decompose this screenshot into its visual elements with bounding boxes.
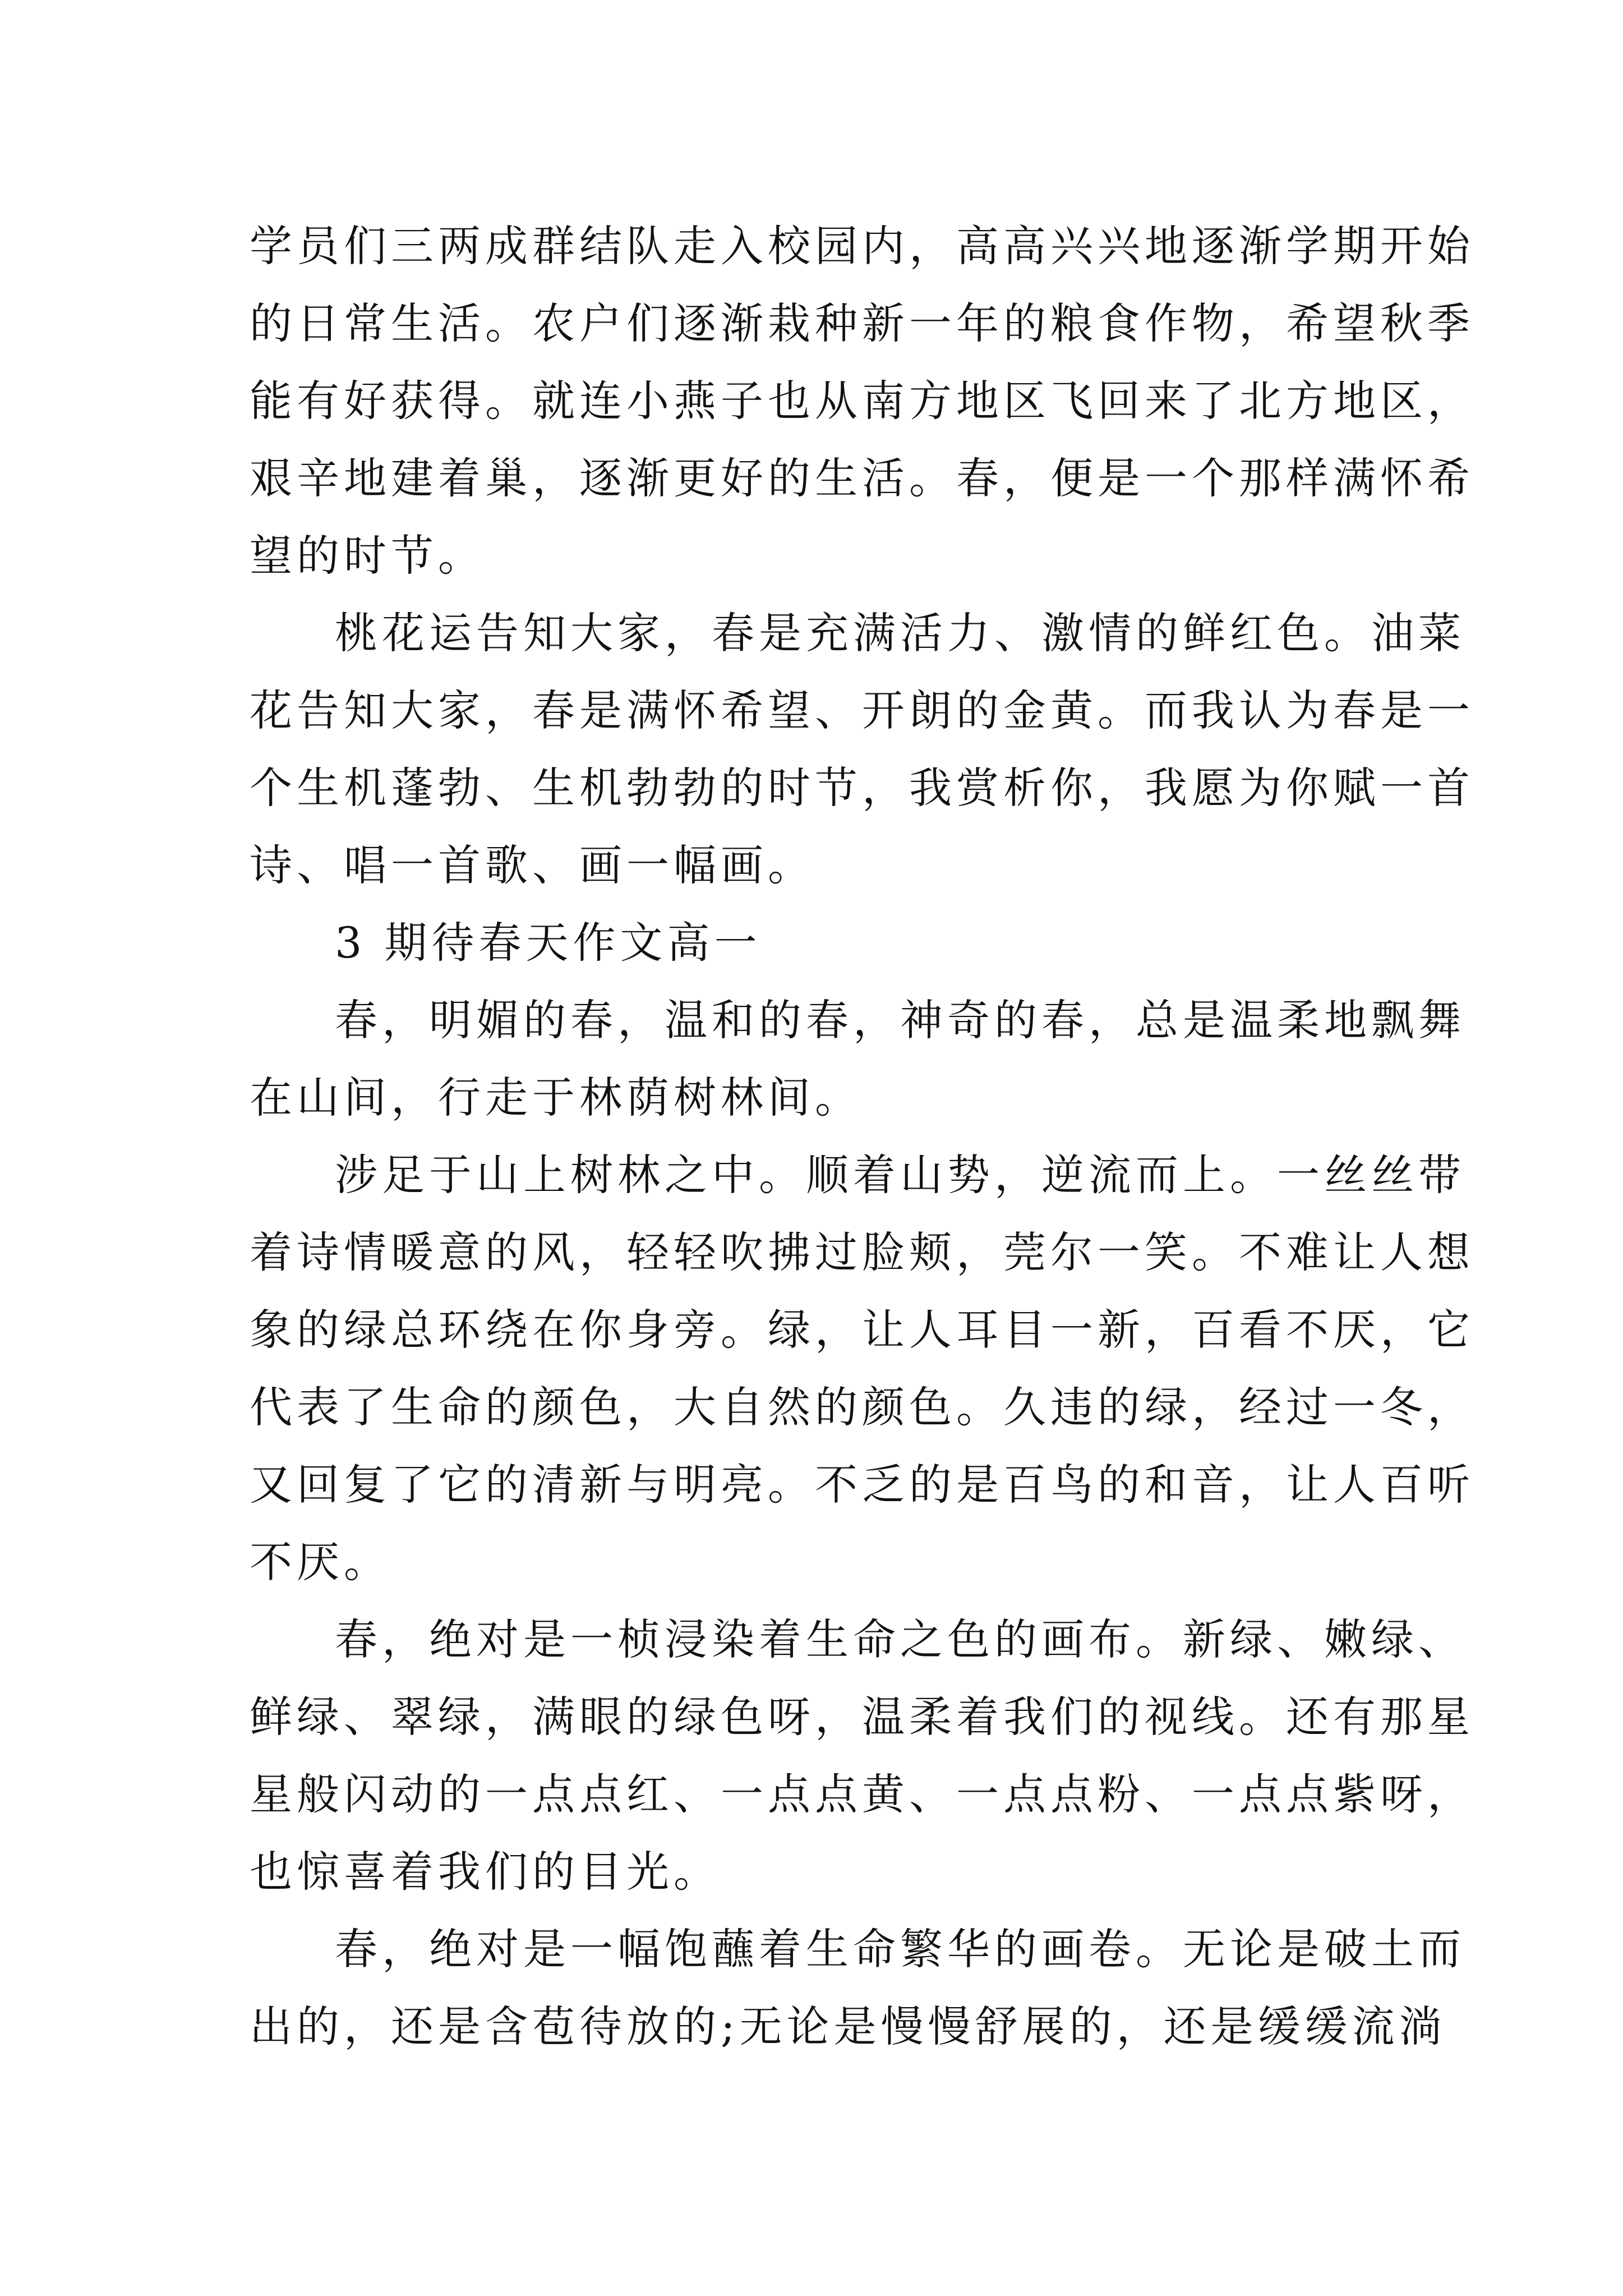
text-line: 在山间，行走于林荫树林间。: [250, 1073, 862, 1122]
document-body: [250, 208, 1474, 2065]
text-line: 也惊喜着我们的目光。: [250, 1847, 721, 1897]
paragraph-first-line: 春，绝对是一桢浸染着生命之色的画布。新绿、嫩绿、: [335, 1614, 1465, 1664]
paragraph-first-line: 春，明媚的春，温和的春，神奇的春，总是温柔地飘舞: [335, 995, 1465, 1045]
text-line: 出的，还是含苞待放的;无论是慢慢舒展的，还是缓缓流淌: [250, 2001, 1446, 2051]
text-line: 能有好获得。就连小燕子也从南方地区飞回来了北方地区，: [250, 376, 1474, 426]
section-heading: 3 期待春天作文高一: [335, 918, 762, 968]
text-line: 代表了生命的颜色，大自然的颜色。久违的绿，经过一冬，: [250, 1382, 1474, 1432]
paragraph-first-line: 涉足于山上树林之中。顺着山势，逆流而上。一丝丝带: [335, 1150, 1465, 1200]
paragraph-first-line: 桃花运告知大家，春是充满活力、激情的鲜红色。油菜: [335, 608, 1465, 658]
text-line: 艰辛地建着巢，逐渐更好的生活。春，便是一个那样满怀希: [250, 453, 1474, 503]
text-line: 个生机蓬勃、生机勃勃的时节，我赏析你，我愿为你赋一首: [250, 763, 1474, 813]
text-line: 象的绿总环绕在你身旁。绿，让人耳目一新，百看不厌，它: [250, 1305, 1474, 1355]
text-line: 鲜绿、翠绿，满眼的绿色呀，温柔着我们的视线。还有那星: [250, 1692, 1474, 1742]
text-line: 花告知大家，春是满怀希望、开朗的金黄。而我认为春是一: [250, 685, 1474, 735]
text-line: 星般闪动的一点点红、一点点黄、一点点粉、一点点紫呀，: [250, 1769, 1474, 1819]
text-line: 的日常生活。农户们逐渐栽种新一年的粮食作物，希望秋季: [250, 298, 1474, 348]
text-line: 不厌。: [250, 1537, 391, 1587]
text-line: 着诗情暖意的风，轻轻吹拂过脸颊，莞尔一笑。不难让人想: [250, 1227, 1474, 1277]
text-line: 望的时节。: [250, 531, 485, 581]
paragraph-first-line: 春，绝对是一幅饱蘸着生命繁华的画卷。无论是破土而: [335, 1924, 1465, 1974]
text-line: 诗、唱一首歌、画一幅画。: [250, 840, 815, 890]
text-line: 学员们三两成群结队走入校园内，高高兴兴地逐渐学期开始: [250, 221, 1474, 271]
text-line: 又回复了它的清新与明亮。不乏的是百鸟的和音，让人百听: [250, 1460, 1474, 1510]
